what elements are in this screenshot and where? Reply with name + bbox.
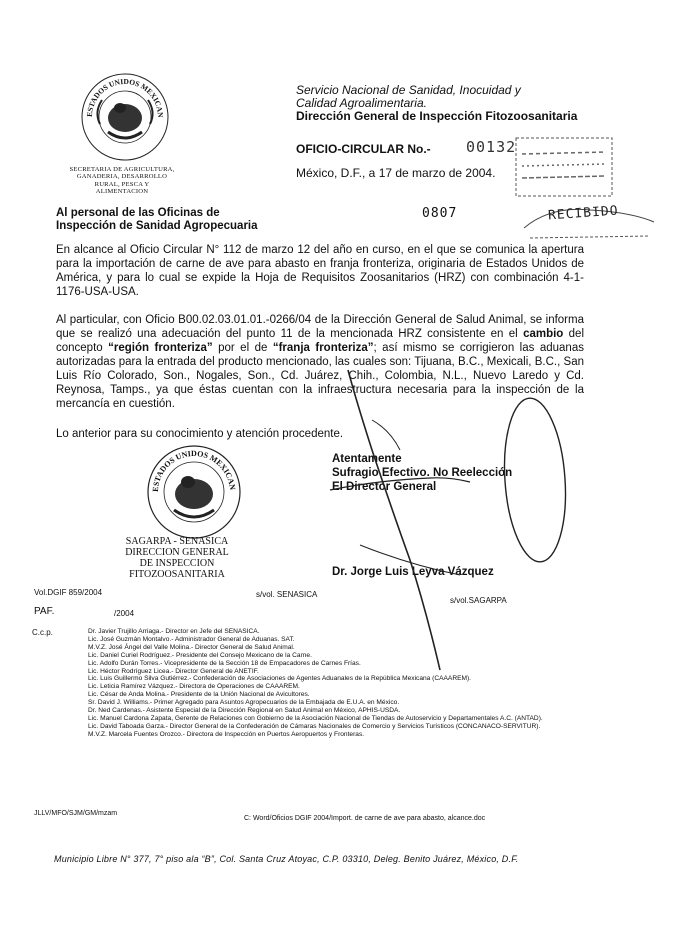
addressee [56,207,258,233]
initials: JLLV/MFO/SJM/GM/mzam [34,810,118,817]
paragraph-2-text: por el de [212,342,273,354]
footer-address: Municipio Libre N° 377, 7° piso ala “B”, Col. Santa Cruz Atoyac, C.P. 03310, Deleg. Benito Juárez, México, D.F. [54,854,519,864]
paragraph-1: En alcance al Oficio Circular N° 112 de marzo 12 del año en curso, en el que se comunica la apertura para la importación de carne de ave para abasto en franja fronteriza, originaria de Estados Unidos de América, y para lo cual se expide la Hoja de Requisitos Zoosanitarios (HRZ) con combinación 4-1-1176-USA-USA. [56,244,584,298]
secretaria-line: GANADERIA, DESARROLLO [76,173,168,181]
paragraph-2-text: ; así mismo se corrigieron las aduanas autorizadas para la entrada del producto mencionado, las cuales son: Tijuana, B.C., Mexicali, B.C., San Luis Río Colorado, Son., Nogales, Son., Cd. Juárez, Chih., Colombia, N.L., Nuevo Laredo y Cd. Reynosa, Tamps., ya que éstas cuentan con la infraestructura necesaria para la inspección de la mercancía en cuestión. [56,342,584,410]
list-item: Lic. Luis Guillermo Silva Gutiérrez.- Confederación de Asociaciones de Agentes Aduanales de la República Mexicana (CAAAREM). [88,675,471,683]
closing: Atentamente [332,453,402,465]
paf-label: PAF. [34,606,55,617]
signer-title: El Director General [332,481,437,493]
seal-text: ESTADOS UNIDOS MEXICAN [84,76,166,118]
list-item: Lic. Héctor Rodríguez Licea.- Director General de ANETIF. [88,667,259,675]
paf-year: /2004 [114,609,135,618]
national-seal-bottom [146,444,242,540]
list-item: Dr. Ned Cardenas.- Asistente Especial de la Dirección Regional en Salud Animal en México, APHIS-USDA. [88,707,401,715]
paragraph-3: Lo anterior para su conocimiento y atención procedente. [56,428,344,440]
motto: Sufragio Efectivo. No Reelección [332,467,513,479]
header-block [296,84,577,123]
stamp-number: 0807 [422,206,458,221]
list-item: Lic. Manuel Cardona Zapata, Gerente de Relaciones con Gobierno de la Asociación Nacional de Tiendas de Autoservicio y Departamentales A.C. (ANTAD). [88,714,543,722]
vol-ref: Vol.DGIF 859/2004 [34,588,103,597]
oficio-number: 00132 [466,138,517,156]
list-item: Dr. Javier Trujillo Arriaga.- Director en Jefe del SENASICA. [88,628,260,635]
list-item: Lic. César de Anda Molina.- Presidente de la Unión Nacional de Avicultores. [88,691,310,699]
paragraph-2-text: Al particular, con Oficio B00.02.03.01.01.-0266/04 de la Dirección General de Salud Animal, se informa que se realizó una adecuación del punto 11 de la mencionada HRZ consistente en el [56,314,584,340]
list-item: Lic. José Guzmán Montalvo.- Administrador General de Aduanas. SAT. [88,635,295,643]
national-seal-top [80,72,170,162]
addressee-line: Inspección de Sanidad Agropecuaria [56,220,258,232]
reception-stamp-icon [508,132,618,202]
signer-name: Dr. Jorge Luis Leyva Vázquez [332,566,494,578]
received-stamp-text: RECIBIDO [547,203,620,224]
list-item: Lic. Leticia Ramírez Vázquez.- Directora de Operaciones de CAAAREM. [88,683,300,691]
paragraph-2-bold: cambio [523,328,564,340]
department-line: DE INSPECCION FITOZOOSANITARIA [129,558,225,580]
secretaria-line: RURAL, PESCA Y [94,180,150,188]
service-line-1: Servicio Nacional de Sanidad, Inocuidad y [296,83,521,97]
eagle-seal-icon [80,72,170,162]
oficio-label: OFICIO-CIRCULAR No.- [296,142,431,156]
eagle-seal-icon [146,444,242,540]
secretaria-line: SECRETARIA DE AGRICULTURA, [69,166,175,173]
direction-name: Dirección General de Inspección Fitozoosanitaria [296,109,578,123]
addressee-line: Al personal de las Oficinas de [56,207,220,219]
file-path: C: Word/Oficios DGIF 2004/Import. de carne de ave para abasto, alcance.doc [244,815,486,822]
department-line: SAGARPA - SENASICA [125,536,229,547]
secretaria-line: ALIMENTACION [95,188,149,196]
date-line: México, D.F., a 17 de marzo de 2004. [296,166,496,180]
list-item: M.V.Z. José Ángel del Valle Molina.- Director General de Salud Animal. [88,643,295,651]
cc-list [88,628,588,739]
service-line-2: Calidad Agroalimentaria. [296,96,427,110]
paragraph-2-bold: “región fronteriza” [108,342,213,354]
list-item: M.V.Z. Marcela Fuentes Orozco.- Directora de Inspección en Puertos Aeropuertos y Fronteras. [88,730,365,738]
paragraph-2-bold: “franja fronteriza” [272,342,374,354]
department-line: DIRECCION GENERAL [125,547,229,558]
list-item: Lic. Daniel Curiel Rodríguez.- Presidente del Consejo Mexicano de la Carne. [88,651,312,659]
department-stamp [92,536,262,580]
svol-senasica: s/vol. SENASICA [256,590,318,599]
svol-sagarpa: s/vol.SAGARPA [450,596,507,605]
ccp-label: C.c.p. [32,628,53,637]
paragraph-2-text: del concepto [56,328,584,354]
list-item: Lic. Adolfo Durán Torres.- Vicepresidente de la Sección 18 de Empacadores de Carnes Frías. [88,659,361,667]
secretaria-name [52,166,192,196]
seal-text: ESTADOS UNIDOS MEXICAN [150,449,238,493]
list-item: Sr. David J. Williams.- Primer Agregado para Asuntos Agropecuarios de la Embajada de E.U.A. en México. [88,699,400,707]
list-item: Lic. David Taboada Garza.- Director General de la Confederación de Cámaras Nacionales de Comercio y Servicios Turísticos (CONCANACO-SERVITUR). [88,722,541,730]
